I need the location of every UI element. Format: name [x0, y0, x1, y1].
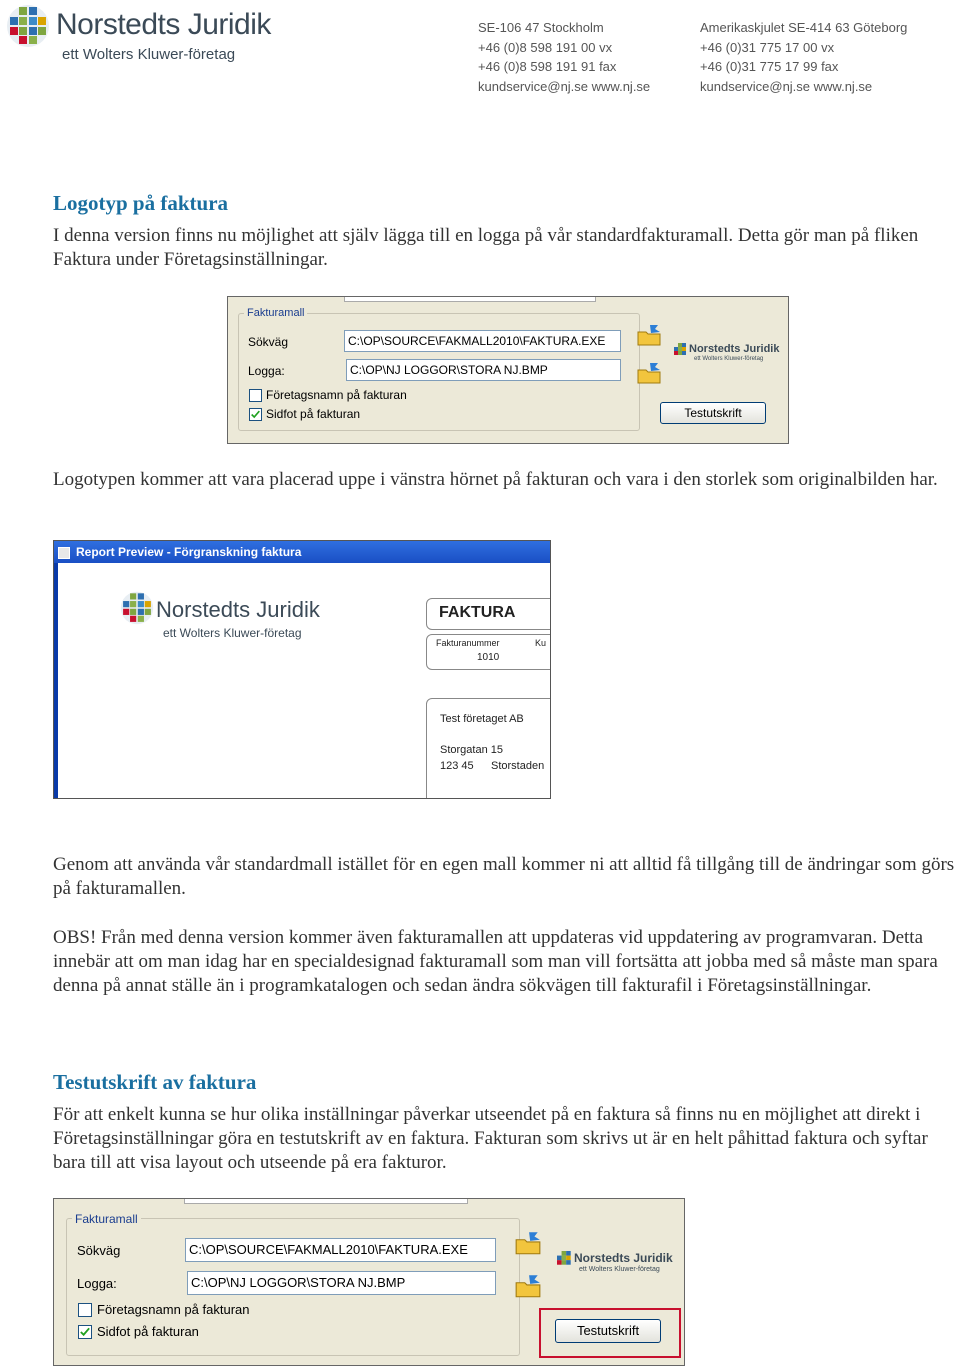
company-name-checkbox[interactable] [78, 1303, 92, 1317]
customer-street: Storgatan 15 [440, 744, 503, 756]
footer-checkbox[interactable] [78, 1325, 92, 1339]
path-label: Sökväg [248, 335, 289, 349]
logo-label: Logga: [77, 1276, 117, 1291]
settings-panel-screenshot-highlighted [53, 1198, 685, 1366]
footer-checkbox-label: Sidfot på fakturan [97, 1324, 199, 1339]
contact-line: Amerikaskjulet SE-414 63 Göteborg [700, 20, 908, 35]
paragraph: Genom att använda vår standardmall istället för en egen mall kommer ni att alltid få tillgång till de ändringar som görs på fakturamallen. [53, 854, 955, 899]
mini-brand-name: Norstedts Juridik [689, 343, 780, 355]
window-title: Report Preview - Förgranskning faktura [76, 545, 302, 559]
globe-logo-icon [674, 343, 688, 357]
browse-folder-icon[interactable] [514, 1273, 542, 1299]
browse-folder-icon[interactable] [636, 323, 662, 347]
contact-line: +46 (0)31 775 17 99 fax [700, 59, 839, 74]
logo-label: Logga: [248, 364, 285, 378]
contact-line: SE-106 47 Stockholm [478, 20, 604, 35]
contact-goteborg [700, 18, 907, 96]
paragraph: I denna version finns nu möjlighet att själv lägga till en logga på vår standardfakturamall. Detta gör man på fliken Faktura under Företagsinställningar. [53, 225, 919, 270]
invoice-number: 1010 [477, 652, 500, 663]
section-heading-test-print: Testutskrift av faktura [53, 1070, 257, 1094]
paragraph: Logotypen kommer att vara placerad uppe i vänstra hörnet på fakturan och vara i den storlek som originalbilden har. [53, 469, 938, 490]
paragraph-obs: OBS! Från med denna version kommer även fakturamallen att uppdateras vid uppdatering av programvaran. Detta innebär att om man idag har en specialdesignad fakturamall som man vill fortsätta att jobba med så måste man spara denna på annat ställe än i programkatalogen och sedan ändra sökvägen till fakturafil i Företagsinställningar. [53, 927, 938, 996]
preview-brand-subtitle: ett Wolters Kluwer-företag [163, 626, 302, 640]
company-name-checkbox-label: Företagsnamn på fakturan [266, 388, 407, 402]
mini-brand-subtitle: ett Wolters Kluwer-företag [579, 1266, 660, 1273]
footer-checkbox[interactable] [249, 408, 262, 421]
footer-checkbox-label: Sidfot på fakturan [266, 407, 361, 421]
company-name-checkbox[interactable] [249, 389, 262, 402]
brand-name: Norstedts Juridik [56, 8, 271, 41]
report-preview-window [53, 540, 551, 799]
preview-page [54, 563, 550, 798]
contact-line: kundservice@nj.se www.nj.se [700, 78, 873, 94]
settings-panel-screenshot [227, 296, 789, 444]
path-input[interactable]: C:\OP\SOURCE\FAKMALL2010\FAKTURA.EXE [185, 1238, 496, 1262]
mini-brand-name: Norstedts Juridik [574, 1251, 673, 1265]
browse-folder-icon[interactable] [514, 1230, 542, 1256]
contact-line: +46 (0)31 775 17 00 vx [700, 39, 835, 55]
company-name-checkbox-label: Företagsnamn på fakturan [97, 1302, 250, 1317]
titlebar [54, 541, 550, 563]
invoice-title-box [426, 598, 551, 630]
test-print-button[interactable]: Testutskrift [660, 402, 766, 424]
customer-city: Storstaden [491, 760, 545, 772]
window-icon [58, 547, 70, 559]
brand-subtitle: ett Wolters Kluwer-företag [62, 46, 236, 63]
contact-line: +46 (0)8 598 191 00 vx [478, 39, 613, 55]
invoice-title: FAKTURA [439, 604, 516, 621]
path-label: Sökväg [77, 1243, 121, 1258]
customer-number-label: Ku [535, 638, 547, 648]
globe-logo-icon [120, 591, 154, 625]
checkmark-icon [79, 1326, 91, 1338]
paragraph: För att enkelt kunna se hur olika inställningar påverkar utseendet på en faktura så finns nu en möjlighet att direkt i Företagsinställningar göra en testutskrift av en faktura. Fakturan som skrivs ut är en helt påhittad faktura och syftar bara till att visa layout och utseende på era fakturor. [53, 1104, 928, 1173]
globe-logo-icon [6, 4, 50, 48]
mini-brand-subtitle: ett Wolters Kluwer-företag [694, 356, 764, 362]
invoice-number-box [426, 634, 551, 670]
test-print-button[interactable]: Testutskrift [555, 1319, 661, 1343]
path-input[interactable]: C:\OP\SOURCE\FAKMALL2010\FAKTURA.EXE [344, 330, 621, 352]
contact-line: kundservice@nj.se www.nj.se [478, 78, 651, 94]
customer-name: Test företaget AB [440, 713, 524, 725]
logo-input[interactable]: C:\OP\NJ LOGGOR\STORA NJ.BMP [346, 359, 621, 381]
contact-stockholm [478, 18, 650, 96]
group-title: Fakturamall [244, 307, 307, 319]
logo-input[interactable]: C:\OP\NJ LOGGOR\STORA NJ.BMP [187, 1271, 496, 1295]
browse-folder-icon[interactable] [636, 361, 662, 385]
section-heading-logotype: Logotyp på faktura [53, 191, 229, 215]
customer-postcode: 123 45 [440, 760, 474, 772]
checkmark-icon [250, 409, 261, 420]
contact-line: +46 (0)8 598 191 91 fax [478, 59, 617, 74]
customer-address-box [426, 698, 551, 799]
globe-logo-icon [557, 1251, 573, 1267]
invoice-number-label: Fakturanummer [436, 638, 500, 648]
group-title: Fakturamall [72, 1212, 141, 1226]
preview-brand-name: Norstedts Juridik [156, 597, 320, 622]
